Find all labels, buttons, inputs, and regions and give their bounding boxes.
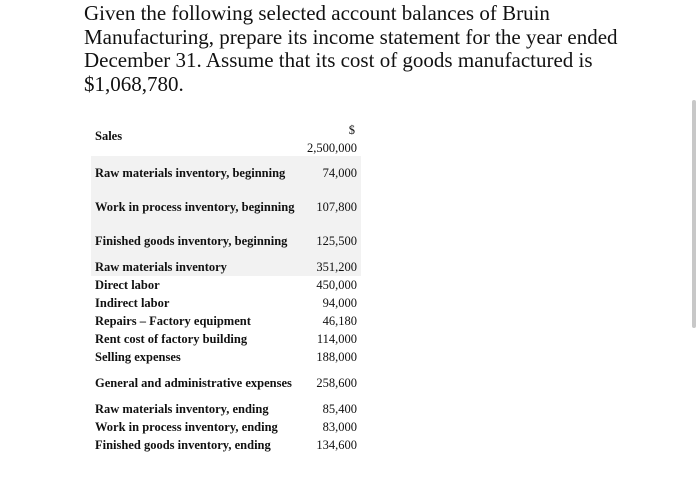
row-label: Rent cost of factory building — [95, 331, 248, 346]
row-label: Selling expenses — [95, 349, 181, 364]
row-label: Direct labor — [95, 277, 160, 292]
row-label: Indirect labor — [95, 295, 170, 310]
row-amount: 188,000 — [316, 349, 357, 364]
row-label: Repairs – Factory equipment — [95, 313, 251, 328]
table-row — [91, 330, 361, 348]
table-row — [91, 294, 361, 312]
row-amount: 74,000 — [303, 156, 361, 190]
row-amount: 2,500,000 — [307, 141, 357, 155]
row-label: General and administrative expenses — [95, 375, 292, 390]
row-amount: 94,000 — [322, 295, 357, 310]
row-label: Finished goods inventory, beginning — [91, 224, 303, 258]
table-row — [91, 156, 361, 190]
row-label: Work in process inventory, ending — [95, 419, 278, 434]
question-text: Given the following selected account balances of Bruin Manufacturing, prepare its income statement for the year ended December 31. Assume that its cost of goods manufactured is $1,068,780. — [84, 1, 618, 96]
table-row — [91, 116, 361, 156]
row-label: Raw materials inventory, beginning — [91, 156, 303, 190]
table-row — [91, 258, 361, 276]
row-amount: 450,000 — [316, 277, 357, 292]
vertical-scrollbar[interactable] — [692, 100, 696, 328]
row-label: Finished goods inventory, ending — [95, 437, 271, 452]
table-row — [91, 400, 361, 418]
row-label: Sales — [95, 128, 123, 143]
table-row — [91, 348, 361, 366]
table-row — [91, 224, 361, 258]
table-row — [91, 190, 361, 224]
account-balances-table — [91, 116, 361, 454]
row-amount: 83,000 — [322, 419, 357, 434]
row-amount: 125,500 — [303, 224, 361, 258]
row-amount-cell — [303, 116, 361, 156]
row-amount: 258,600 — [316, 375, 357, 390]
row-amount: 114,000 — [316, 331, 357, 346]
row-label: Raw materials inventory — [91, 258, 303, 276]
table-row — [91, 312, 361, 330]
row-amount: 351,200 — [303, 258, 361, 276]
table-row — [91, 436, 361, 454]
table-row — [91, 418, 361, 436]
row-amount: 85,400 — [322, 401, 357, 416]
row-amount: 107,800 — [303, 190, 361, 224]
row-label: Raw materials inventory, ending — [95, 401, 269, 416]
table-row — [91, 276, 361, 294]
table-row — [91, 366, 361, 400]
row-amount: 46,180 — [322, 313, 357, 328]
row-label: Work in process inventory, beginning — [91, 190, 303, 224]
currency-symbol: $ — [348, 123, 355, 137]
row-amount: 134,600 — [316, 437, 357, 452]
